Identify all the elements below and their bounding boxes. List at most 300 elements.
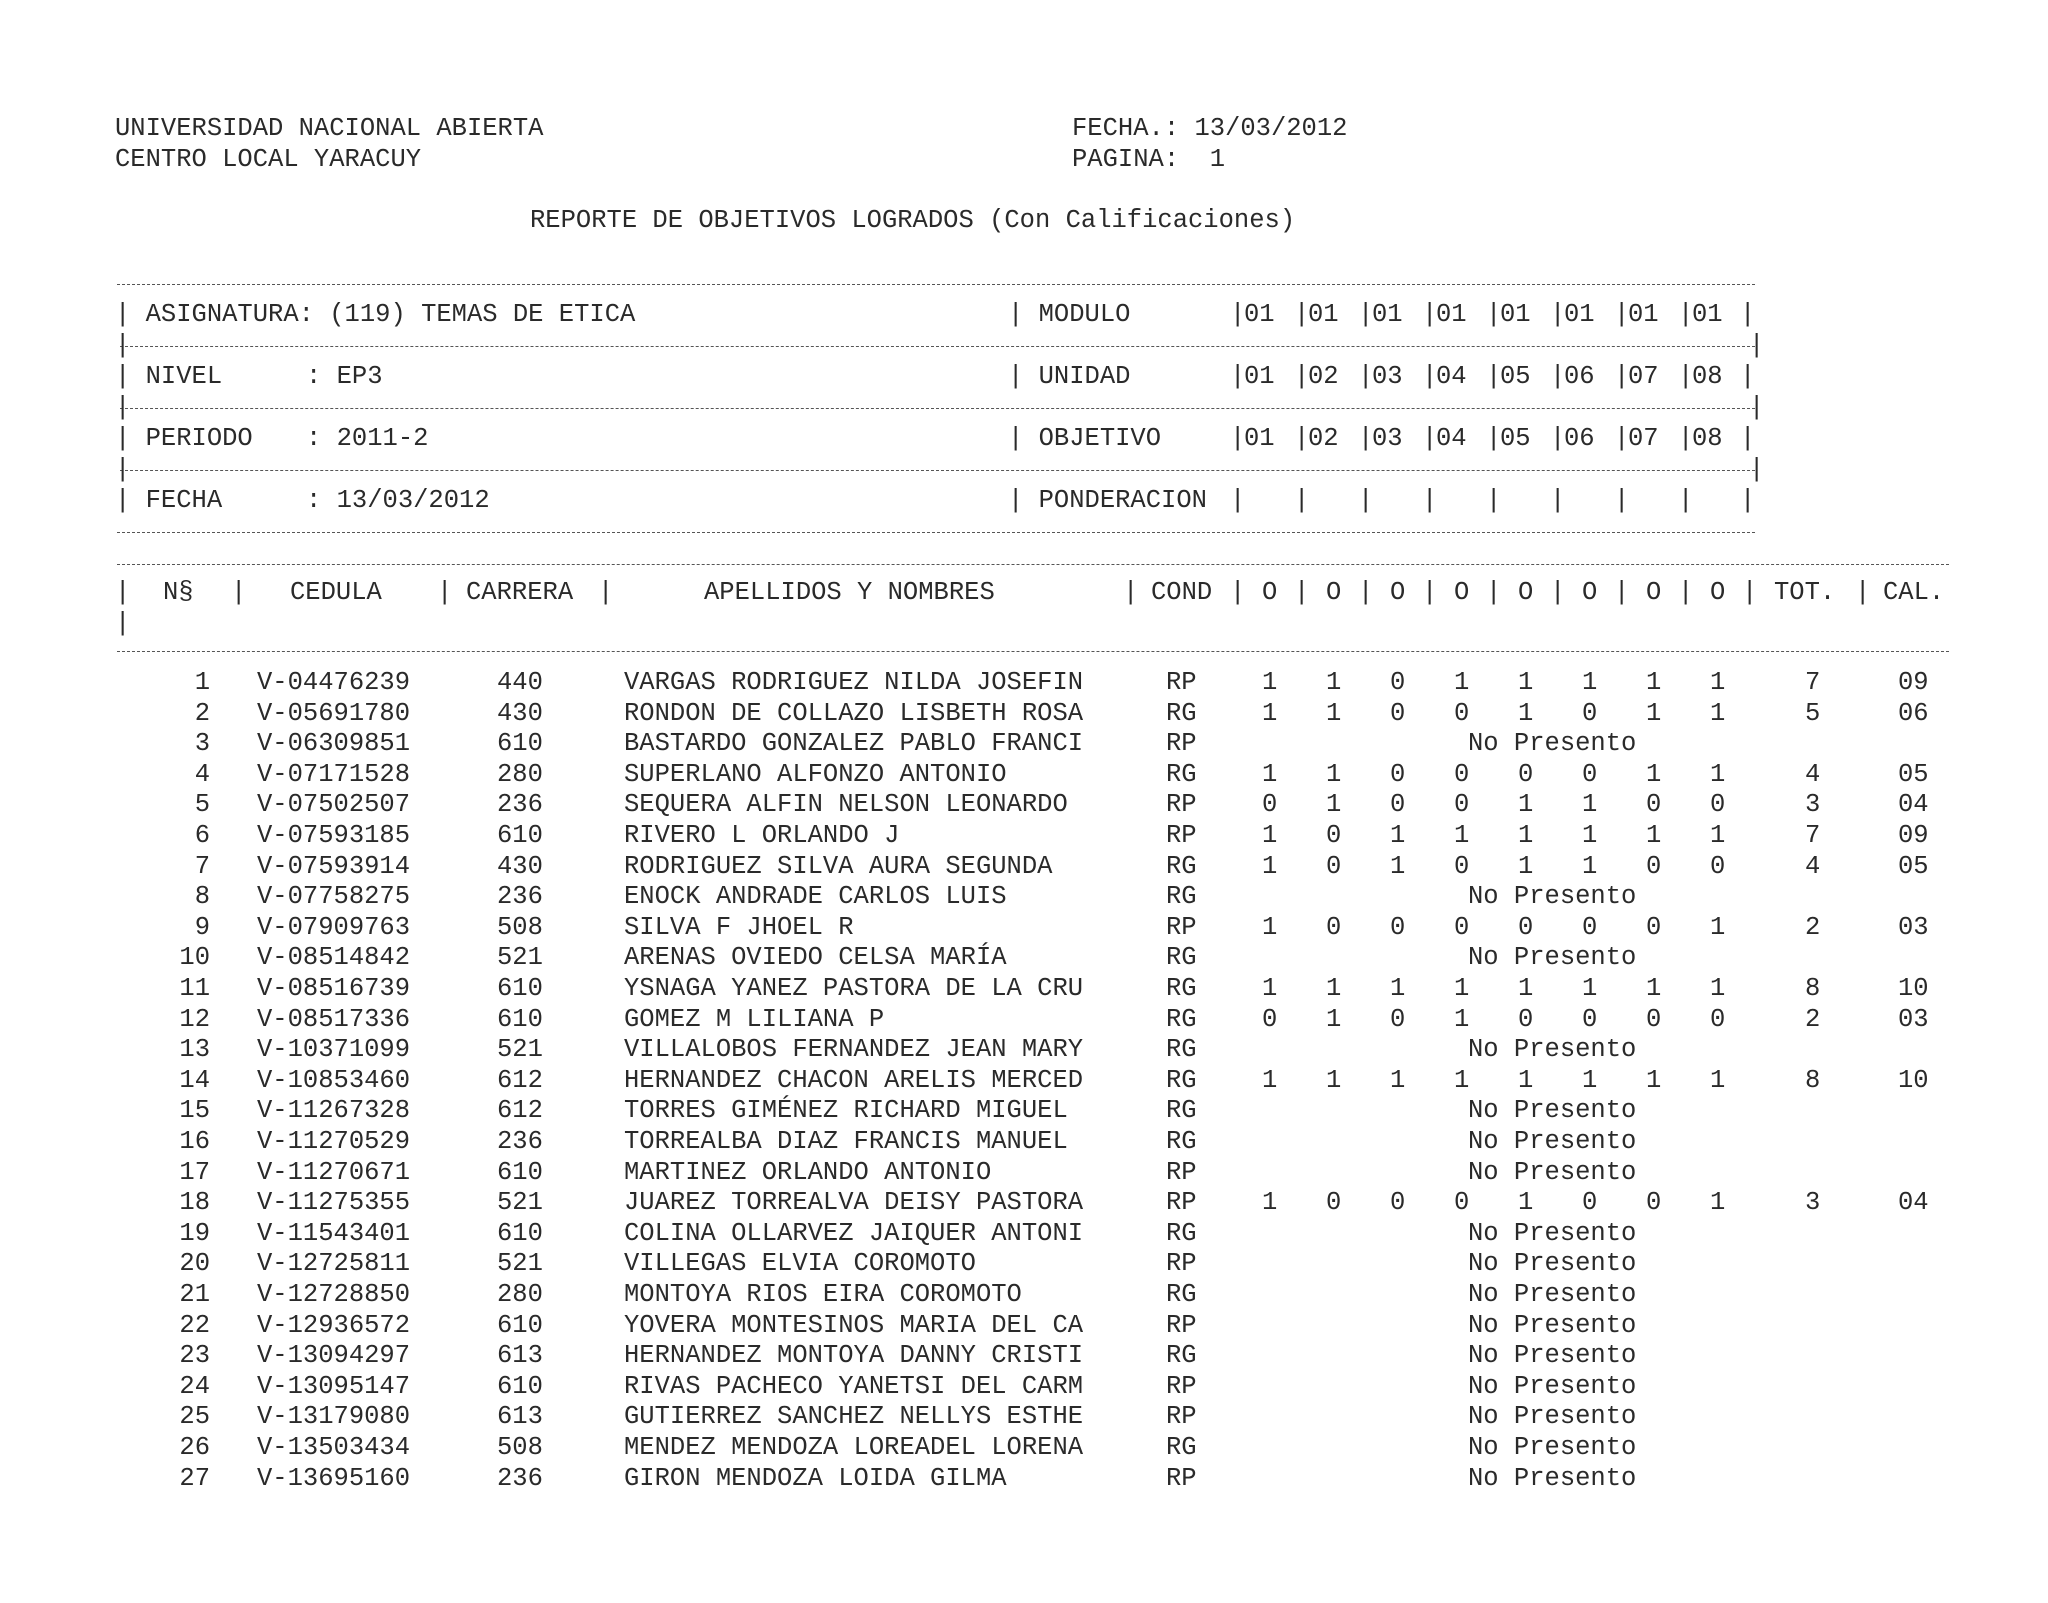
- row-nombre: YOVERA MONTESINOS MARIA DEL CA: [624, 1310, 1084, 1340]
- info-col-value: 02: [1308, 424, 1339, 453]
- info-col-value: 06: [1564, 424, 1595, 453]
- row-objective-score: 0: [1518, 1004, 1534, 1034]
- row-objective-score: 0: [1710, 790, 1726, 820]
- row-number: 13: [179, 1035, 210, 1065]
- row-cedula: V-10371099: [257, 1035, 411, 1065]
- col-tot-header: TOT.: [1774, 578, 1836, 607]
- row-total: 7: [1805, 821, 1821, 850]
- row-objective-score: 1: [1390, 1065, 1406, 1095]
- row-objective-score: 1: [1646, 698, 1662, 728]
- row-status: No Presento: [1468, 943, 1637, 973]
- col-obj-header: O: [1710, 578, 1726, 607]
- info-col-value: 01: [1436, 300, 1467, 329]
- row-objective-score: 0: [1646, 851, 1662, 881]
- row-cond: RP: [1166, 1249, 1197, 1279]
- table-row: [0, 1188, 2048, 1219]
- info-row-ponderacion: | PONDERACION: [1008, 486, 1207, 515]
- row-cedula: V-05691780: [257, 698, 411, 728]
- col-obj-header: O: [1518, 578, 1534, 607]
- info-row-modulo: | MODULO: [1008, 300, 1131, 329]
- row-cedula: V-08517336: [257, 1004, 411, 1034]
- info-col-sep: |: [1550, 424, 1566, 453]
- info-col-sep: |: [1422, 362, 1438, 391]
- info-row-objetivo: | OBJETIVO: [1008, 424, 1162, 453]
- row-objective-score: 1: [1582, 851, 1598, 881]
- info-col-sep: |: [1486, 424, 1502, 453]
- row-number: 6: [194, 821, 210, 850]
- row-number: 21: [179, 1280, 210, 1309]
- table-row: [0, 1219, 2048, 1250]
- row-status: No Presento: [1468, 1157, 1637, 1187]
- info-left-corner: |: [115, 331, 131, 360]
- row-cedula: V-07593185: [257, 821, 411, 850]
- row-carrera: 610: [497, 821, 543, 850]
- info-right-border: |: [1740, 300, 1756, 329]
- row-number: 8: [194, 882, 210, 912]
- row-objective-score: 0: [1262, 790, 1278, 820]
- row-cond: RG: [1166, 1127, 1197, 1156]
- row-cedula: V-13503434: [257, 1433, 411, 1462]
- row-carrera: 280: [497, 1280, 543, 1309]
- row-objective-score: 1: [1582, 668, 1598, 697]
- info-col-sep: |: [1550, 300, 1566, 329]
- col-left-border-wrap: |: [115, 609, 131, 638]
- row-objective-score: 0: [1390, 790, 1406, 820]
- row-total: 4: [1805, 851, 1821, 881]
- row-objective-score: 0: [1710, 851, 1726, 881]
- row-nombre: VARGAS RODRIGUEZ NILDA JOSEFIN: [624, 668, 1084, 697]
- info-col-value: 03: [1372, 362, 1403, 391]
- row-objective-score: 1: [1710, 1188, 1726, 1218]
- col-obj-header: O: [1326, 578, 1342, 607]
- info-col-sep: |: [1486, 300, 1502, 329]
- info-col-sep: |: [1614, 424, 1630, 453]
- row-objective-score: 0: [1326, 821, 1342, 850]
- row-objective-score: 0: [1518, 912, 1534, 942]
- info-rule-1: [120, 346, 1755, 347]
- row-carrera: 613: [497, 1402, 543, 1432]
- col-sep: |: [598, 578, 614, 607]
- row-nombre: GIRON MENDOZA LOIDA GILMA: [624, 1463, 1007, 1493]
- col-obj-header: O: [1454, 578, 1470, 607]
- table-row: [0, 790, 2048, 821]
- row-objective-score: 1: [1518, 668, 1534, 697]
- info-col-sep: |: [1486, 362, 1502, 391]
- row-objective-score: 1: [1262, 1188, 1278, 1218]
- row-objective-score: 1: [1326, 790, 1342, 820]
- info-row-periodo: | PERIODO: [115, 424, 253, 453]
- row-cond: RG: [1166, 851, 1197, 881]
- row-status: No Presento: [1468, 1341, 1637, 1371]
- row-number: 18: [179, 1188, 210, 1218]
- row-status: No Presento: [1468, 1402, 1637, 1432]
- header-pagina-value: 1: [1209, 145, 1226, 174]
- university-name: UNIVERSIDAD NACIONAL ABIERTA: [115, 114, 544, 143]
- table-row: [0, 699, 2048, 730]
- nivel-label: NIVEL: [145, 362, 223, 391]
- row-status: No Presento: [1468, 1249, 1637, 1279]
- row-objective-score: 1: [1262, 974, 1278, 1003]
- info-left-corner: |: [115, 393, 131, 422]
- row-cedula: V-07758275: [257, 882, 411, 912]
- periodo-label: PERIODO: [145, 424, 253, 453]
- row-nombre: RIVERO L ORLANDO J: [624, 821, 900, 850]
- row-cedula: V-07502507: [257, 790, 411, 820]
- row-grade: 10: [1898, 1065, 1929, 1095]
- columns-top-rule: [117, 564, 1949, 565]
- table-row: [0, 1341, 2048, 1372]
- info-col-sep: |: [1614, 486, 1630, 515]
- row-carrera: 610: [497, 729, 543, 759]
- row-carrera: 521: [497, 943, 543, 973]
- row-objective-score: 1: [1710, 974, 1726, 1003]
- row-objective-score: 0: [1390, 1188, 1406, 1218]
- row-grade: 04: [1898, 790, 1929, 820]
- row-objective-score: 1: [1710, 759, 1726, 789]
- info-rule-2: [120, 408, 1755, 409]
- info-col-sep: |: [1294, 362, 1310, 391]
- row-cedula: V-13179080: [257, 1402, 411, 1432]
- row-number: 14: [179, 1065, 210, 1095]
- row-grade: 05: [1898, 759, 1929, 789]
- row-carrera: 521: [497, 1249, 543, 1279]
- row-cond: RG: [1166, 1096, 1197, 1126]
- row-objective-score: 1: [1710, 698, 1726, 728]
- col-sep: |: [1230, 578, 1246, 607]
- info-col-value: 05: [1500, 362, 1531, 391]
- row-status: No Presento: [1468, 1433, 1637, 1462]
- row-objective-score: 0: [1646, 790, 1662, 820]
- row-status: No Presento: [1468, 882, 1637, 912]
- col-sep: |: [1486, 578, 1502, 607]
- table-row: [0, 1249, 2048, 1280]
- row-cedula: V-07593914: [257, 851, 411, 881]
- info-col-value: 02: [1308, 362, 1339, 391]
- row-objective-score: 0: [1326, 1188, 1342, 1218]
- row-objective-score: 1: [1454, 974, 1470, 1003]
- row-carrera: 236: [497, 1463, 543, 1493]
- row-nombre: BASTARDO GONZALEZ PABLO FRANCI: [624, 729, 1084, 759]
- row-number: 25: [179, 1402, 210, 1432]
- row-number: 26: [179, 1433, 210, 1462]
- row-grade: 06: [1898, 698, 1929, 728]
- info-col-sep: |: [1486, 486, 1502, 515]
- row-nombre: YSNAGA YANEZ PASTORA DE LA CRU: [624, 974, 1084, 1003]
- row-carrera: 610: [497, 1371, 543, 1401]
- info-col-value: 06: [1564, 362, 1595, 391]
- col-sep: |: [1294, 578, 1310, 607]
- row-objective-score: 1: [1390, 974, 1406, 1003]
- row-cedula: V-12936572: [257, 1310, 411, 1340]
- info-col-value: 08: [1692, 362, 1723, 391]
- row-carrera: 280: [497, 759, 543, 789]
- row-objective-score: 0: [1390, 912, 1406, 942]
- col-sep: |: [1742, 578, 1758, 607]
- row-objective-score: 1: [1518, 1188, 1534, 1218]
- info-col-sep: |: [1294, 424, 1310, 453]
- row-grade: 04: [1898, 1188, 1929, 1218]
- row-number: 4: [194, 759, 210, 789]
- info-col-sep: |: [1678, 424, 1694, 453]
- row-grade: 03: [1898, 912, 1929, 942]
- row-nombre: MONTOYA RIOS EIRA COROMOTO: [624, 1280, 1022, 1309]
- row-objective-score: 0: [1390, 698, 1406, 728]
- info-col-sep: |: [1294, 300, 1310, 329]
- row-carrera: 612: [497, 1065, 543, 1095]
- row-objective-score: 1: [1710, 912, 1726, 942]
- row-cond: RG: [1166, 1433, 1197, 1462]
- row-number: 11: [179, 974, 210, 1003]
- row-nombre: COLINA OLLARVEZ JAIQUER ANTONI: [624, 1218, 1084, 1248]
- row-nombre: MENDEZ MENDOZA LOREADEL LORENA: [624, 1433, 1084, 1462]
- header-pagina: [1072, 145, 1225, 176]
- info-col-value: 01: [1244, 424, 1275, 453]
- col-carrera-header: CARRERA: [466, 578, 574, 607]
- row-objective-score: 1: [1582, 1065, 1598, 1095]
- info-col-sep: |: [1422, 424, 1438, 453]
- row-objective-score: 1: [1454, 668, 1470, 697]
- row-objective-score: 1: [1582, 974, 1598, 1003]
- row-objective-score: 1: [1646, 668, 1662, 697]
- table-row: [0, 852, 2048, 883]
- row-number: 12: [179, 1004, 210, 1034]
- info-right-border: |: [1740, 362, 1756, 391]
- row-grade: 09: [1898, 821, 1929, 850]
- row-cedula: V-10853460: [257, 1065, 411, 1095]
- row-carrera: 610: [497, 1310, 543, 1340]
- col-obj-header: O: [1646, 578, 1662, 607]
- info-col-sep: |: [1230, 300, 1246, 329]
- row-nombre: TORREALBA DIAZ FRANCIS MANUEL: [624, 1127, 1068, 1156]
- row-nombre: ARENAS OVIEDO CELSA MARÍA: [624, 943, 1007, 973]
- header-pagina-label: PAGINA:: [1072, 145, 1180, 174]
- row-number: 15: [179, 1096, 210, 1126]
- row-objective-score: 0: [1582, 912, 1598, 942]
- info-right-corner: |: [1749, 393, 1765, 422]
- ponderacion-label: PONDERACION: [1038, 486, 1207, 515]
- col-sep: |: [1550, 578, 1566, 607]
- row-objective-score: 0: [1582, 1188, 1598, 1218]
- row-objective-score: 0: [1454, 790, 1470, 820]
- header-fecha: [1072, 114, 1347, 145]
- info-col-value: 08: [1692, 424, 1723, 453]
- row-objective-score: 0: [1582, 1004, 1598, 1034]
- nivel-value: : EP3: [306, 362, 383, 391]
- row-objective-score: 1: [1518, 698, 1534, 728]
- asignatura-label: ASIGNATURA:: [145, 300, 314, 329]
- row-objective-score: 1: [1518, 790, 1534, 820]
- row-number: 2: [194, 698, 210, 728]
- row-status: No Presento: [1468, 1371, 1637, 1401]
- row-objective-score: 0: [1390, 759, 1406, 789]
- info-col-sep: |: [1614, 300, 1630, 329]
- info-col-value: 05: [1500, 424, 1531, 453]
- row-objective-score: 1: [1326, 698, 1342, 728]
- row-status: No Presento: [1468, 1035, 1637, 1065]
- row-cond: RG: [1166, 1065, 1197, 1095]
- row-objective-score: 1: [1518, 1065, 1534, 1095]
- info-col-sep: |: [1358, 486, 1374, 515]
- info-col-sep: |: [1550, 362, 1566, 391]
- info-row-fecha: | FECHA: [115, 486, 223, 515]
- row-cond: RG: [1166, 1035, 1197, 1065]
- row-objective-score: 1: [1454, 1065, 1470, 1095]
- row-objective-score: 0: [1518, 759, 1534, 789]
- row-objective-score: 1: [1262, 698, 1278, 728]
- fecha-label: FECHA: [145, 486, 223, 515]
- row-cond: RP: [1166, 1310, 1197, 1340]
- table-row: [0, 1280, 2048, 1311]
- row-nombre: SUPERLANO ALFONZO ANTONIO: [624, 759, 1007, 789]
- row-carrera: 430: [497, 851, 543, 881]
- row-cedula: V-04476239: [257, 668, 411, 697]
- row-number: 19: [179, 1218, 210, 1248]
- info-row-unidad: | UNIDAD: [1008, 362, 1131, 391]
- row-total: 8: [1805, 974, 1821, 1003]
- row-cond: RG: [1166, 759, 1197, 789]
- info-col-sep: |: [1422, 300, 1438, 329]
- row-objective-score: 0: [1390, 668, 1406, 697]
- row-carrera: 236: [497, 790, 543, 820]
- info-col-value: 01: [1628, 300, 1659, 329]
- row-carrera: 610: [497, 1157, 543, 1187]
- info-col-value: 03: [1372, 424, 1403, 453]
- row-objective-score: 0: [1390, 1004, 1406, 1034]
- info-col-sep: |: [1358, 362, 1374, 391]
- row-objective-score: 1: [1518, 851, 1534, 881]
- col-sep: |: [1678, 578, 1694, 607]
- row-cond: RP: [1166, 1157, 1197, 1187]
- row-number: 17: [179, 1157, 210, 1187]
- row-cedula: V-11270671: [257, 1157, 411, 1187]
- row-total: 2: [1805, 1004, 1821, 1034]
- info-col-value: 04: [1436, 362, 1467, 391]
- table-row: [0, 1096, 2048, 1127]
- row-cedula: V-12725811: [257, 1249, 411, 1279]
- row-carrera: 440: [497, 668, 543, 697]
- row-objective-score: 1: [1262, 851, 1278, 881]
- row-nombre: VILLALOBOS FERNANDEZ JEAN MARY: [624, 1035, 1084, 1065]
- row-total: 4: [1805, 759, 1821, 789]
- row-cond: RP: [1166, 1463, 1197, 1493]
- row-number: 22: [179, 1310, 210, 1340]
- row-status: No Presento: [1468, 729, 1637, 759]
- row-objective-score: 0: [1582, 698, 1598, 728]
- row-objective-score: 1: [1326, 1004, 1342, 1034]
- row-objective-score: 0: [1454, 1188, 1470, 1218]
- info-col-value: 01: [1500, 300, 1531, 329]
- info-col-sep: |: [1294, 486, 1310, 515]
- info-col-sep: |: [1614, 362, 1630, 391]
- row-objective-score: 0: [1326, 851, 1342, 881]
- row-objective-score: 0: [1326, 912, 1342, 942]
- row-objective-score: 1: [1262, 912, 1278, 942]
- row-cedula: V-11275355: [257, 1188, 411, 1218]
- info-col-value: 01: [1564, 300, 1595, 329]
- row-number: 5: [194, 790, 210, 820]
- row-cond: RG: [1166, 698, 1197, 728]
- info-col-value: 07: [1628, 362, 1659, 391]
- row-objective-score: 1: [1262, 759, 1278, 789]
- row-cedula: V-11543401: [257, 1218, 411, 1248]
- info-col-sep: |: [1230, 362, 1246, 391]
- info-row-asignatura: | ASIGNATURA: (119) TEMAS DE ETICA: [115, 300, 636, 329]
- row-number: 20: [179, 1249, 210, 1279]
- table-row: [0, 1066, 2048, 1097]
- row-cond: RP: [1166, 729, 1197, 759]
- row-grade: 09: [1898, 668, 1929, 697]
- row-nombre: RIVAS PACHECO YANETSI DEL CARM: [624, 1371, 1084, 1401]
- info-col-sep: |: [1422, 486, 1438, 515]
- info-rule-3: [120, 470, 1755, 471]
- columns-bottom-rule: [117, 651, 1949, 652]
- row-objective-score: 0: [1646, 912, 1662, 942]
- row-cedula: V-11267328: [257, 1096, 411, 1126]
- row-status: No Presento: [1468, 1127, 1637, 1156]
- table-row: [0, 668, 2048, 699]
- row-cedula: V-07909763: [257, 912, 411, 942]
- periodo-value: : 2011-2: [306, 424, 429, 453]
- row-objective-score: 1: [1518, 974, 1534, 1003]
- info-right-corner: |: [1749, 331, 1765, 360]
- row-status: No Presento: [1468, 1218, 1637, 1248]
- row-grade: 10: [1898, 974, 1929, 1003]
- row-objective-score: 1: [1390, 821, 1406, 850]
- row-number: 24: [179, 1371, 210, 1401]
- row-carrera: 610: [497, 1218, 543, 1248]
- row-cond: RG: [1166, 1218, 1197, 1248]
- row-nombre: VILLEGAS ELVIA COROMOTO: [624, 1249, 976, 1279]
- row-objective-score: 1: [1326, 759, 1342, 789]
- row-cond: RP: [1166, 668, 1197, 697]
- row-objective-score: 1: [1710, 1065, 1726, 1095]
- col-sep: |: [1123, 578, 1139, 607]
- row-cedula: V-11270529: [257, 1127, 411, 1156]
- row-cond: RP: [1166, 912, 1197, 942]
- row-carrera: 236: [497, 1127, 543, 1156]
- info-col-sep: |: [1550, 486, 1566, 515]
- info-col-value: 01: [1372, 300, 1403, 329]
- info-top-rule: [117, 284, 1755, 285]
- row-number: 1: [194, 668, 210, 697]
- row-objective-score: 1: [1646, 759, 1662, 789]
- row-objective-score: 1: [1326, 974, 1342, 1003]
- row-nombre: SILVA F JHOEL R: [624, 912, 854, 942]
- row-objective-score: 0: [1454, 912, 1470, 942]
- info-col-value: 01: [1692, 300, 1723, 329]
- info-bottom-rule: [117, 532, 1755, 533]
- col-obj-header: O: [1390, 578, 1406, 607]
- row-number: 16: [179, 1127, 210, 1156]
- col-sep: |: [1855, 578, 1871, 607]
- row-objective-score: 1: [1454, 821, 1470, 850]
- row-status: No Presento: [1468, 1096, 1637, 1126]
- row-cedula: V-07171528: [257, 759, 411, 789]
- row-number: 9: [194, 912, 210, 942]
- table-row: [0, 1311, 2048, 1342]
- col-sep: |: [1358, 578, 1374, 607]
- row-objective-score: 1: [1390, 851, 1406, 881]
- row-cedula: V-13695160: [257, 1463, 411, 1493]
- modulo-label: MODULO: [1038, 300, 1131, 329]
- row-objective-score: 1: [1646, 1065, 1662, 1095]
- row-cedula: V-08514842: [257, 943, 411, 973]
- table-row: [0, 1127, 2048, 1158]
- col-cal-header: CAL.: [1883, 578, 1945, 607]
- row-objective-score: 0: [1454, 759, 1470, 789]
- table-row: [0, 1464, 2048, 1495]
- table-row: [0, 760, 2048, 791]
